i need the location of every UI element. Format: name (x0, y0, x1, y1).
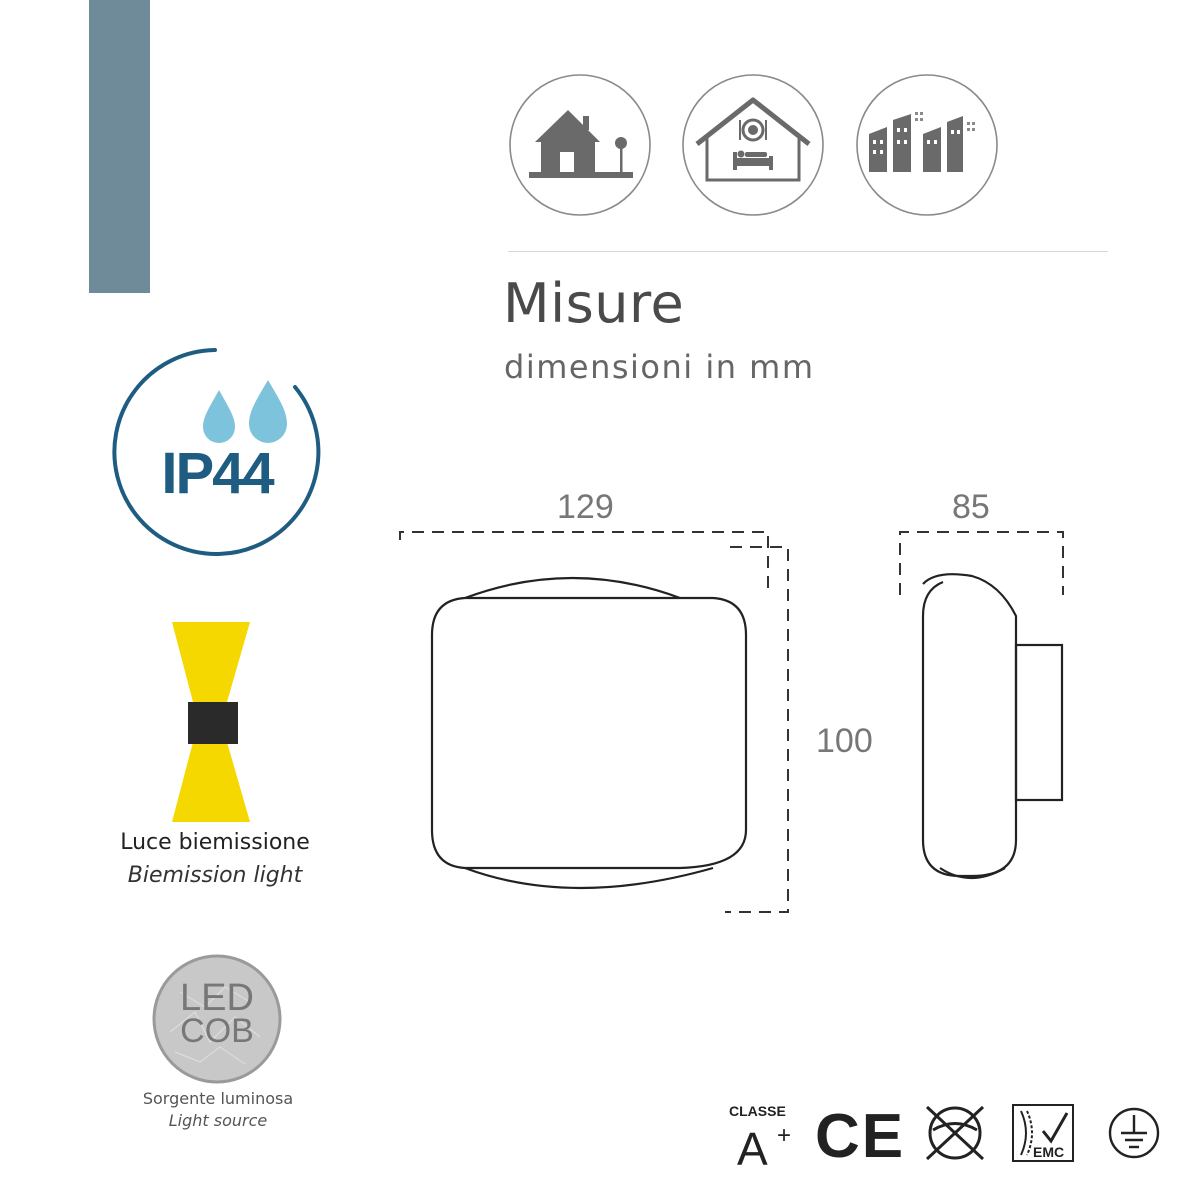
light-source-label-it: Sorgente luminosa (142, 1089, 294, 1108)
svg-text:EMC: EMC (1033, 1144, 1065, 1160)
biemission-light-icon (170, 622, 260, 822)
page-subtitle: dimensioni in mm (504, 348, 815, 386)
side-view (923, 574, 1062, 878)
svg-text:CE: CE (815, 1102, 906, 1170)
depth-dimension: 85 (952, 488, 990, 526)
height-dimension: 100 (816, 722, 873, 760)
side-depth-dimension-line (900, 532, 1063, 595)
usage-icons (505, 72, 1005, 222)
house-garden-icon (510, 75, 650, 215)
accent-bar (89, 0, 150, 293)
header-divider (508, 251, 1108, 252)
led-cob-badge (150, 952, 284, 1086)
front-view (432, 578, 746, 888)
indoor-home-icon (683, 75, 823, 215)
light-source-label-en: Light source (168, 1111, 268, 1130)
led-text: LED (180, 977, 254, 1019)
water-drop-icon (203, 380, 287, 443)
svg-text:CLASSE: CLASSE (729, 1103, 786, 1119)
certification-icons (725, 1095, 1165, 1170)
city-buildings-icon (857, 75, 997, 215)
technical-drawing (380, 520, 1100, 940)
ip44-badge (105, 345, 325, 560)
front-width-dimension-line (400, 532, 768, 595)
svg-text:A: A (737, 1123, 768, 1170)
ground-icon (1110, 1109, 1158, 1157)
no-cover-insulation-icon (927, 1107, 983, 1159)
emc-icon (1013, 1105, 1073, 1161)
svg-text:+: + (777, 1122, 792, 1149)
width-dimension: 129 (557, 488, 614, 526)
ip-rating-text: IP44 (161, 441, 273, 506)
page-title: Misure (503, 272, 685, 335)
biemission-label-en: Biemission light (127, 863, 303, 888)
front-height-dimension-line (725, 547, 788, 912)
cob-text: COB (180, 1012, 254, 1050)
energy-class-icon (729, 1103, 791, 1170)
biemission-label-it: Luce biemissione (120, 830, 310, 855)
ce-mark-icon (815, 1102, 905, 1170)
